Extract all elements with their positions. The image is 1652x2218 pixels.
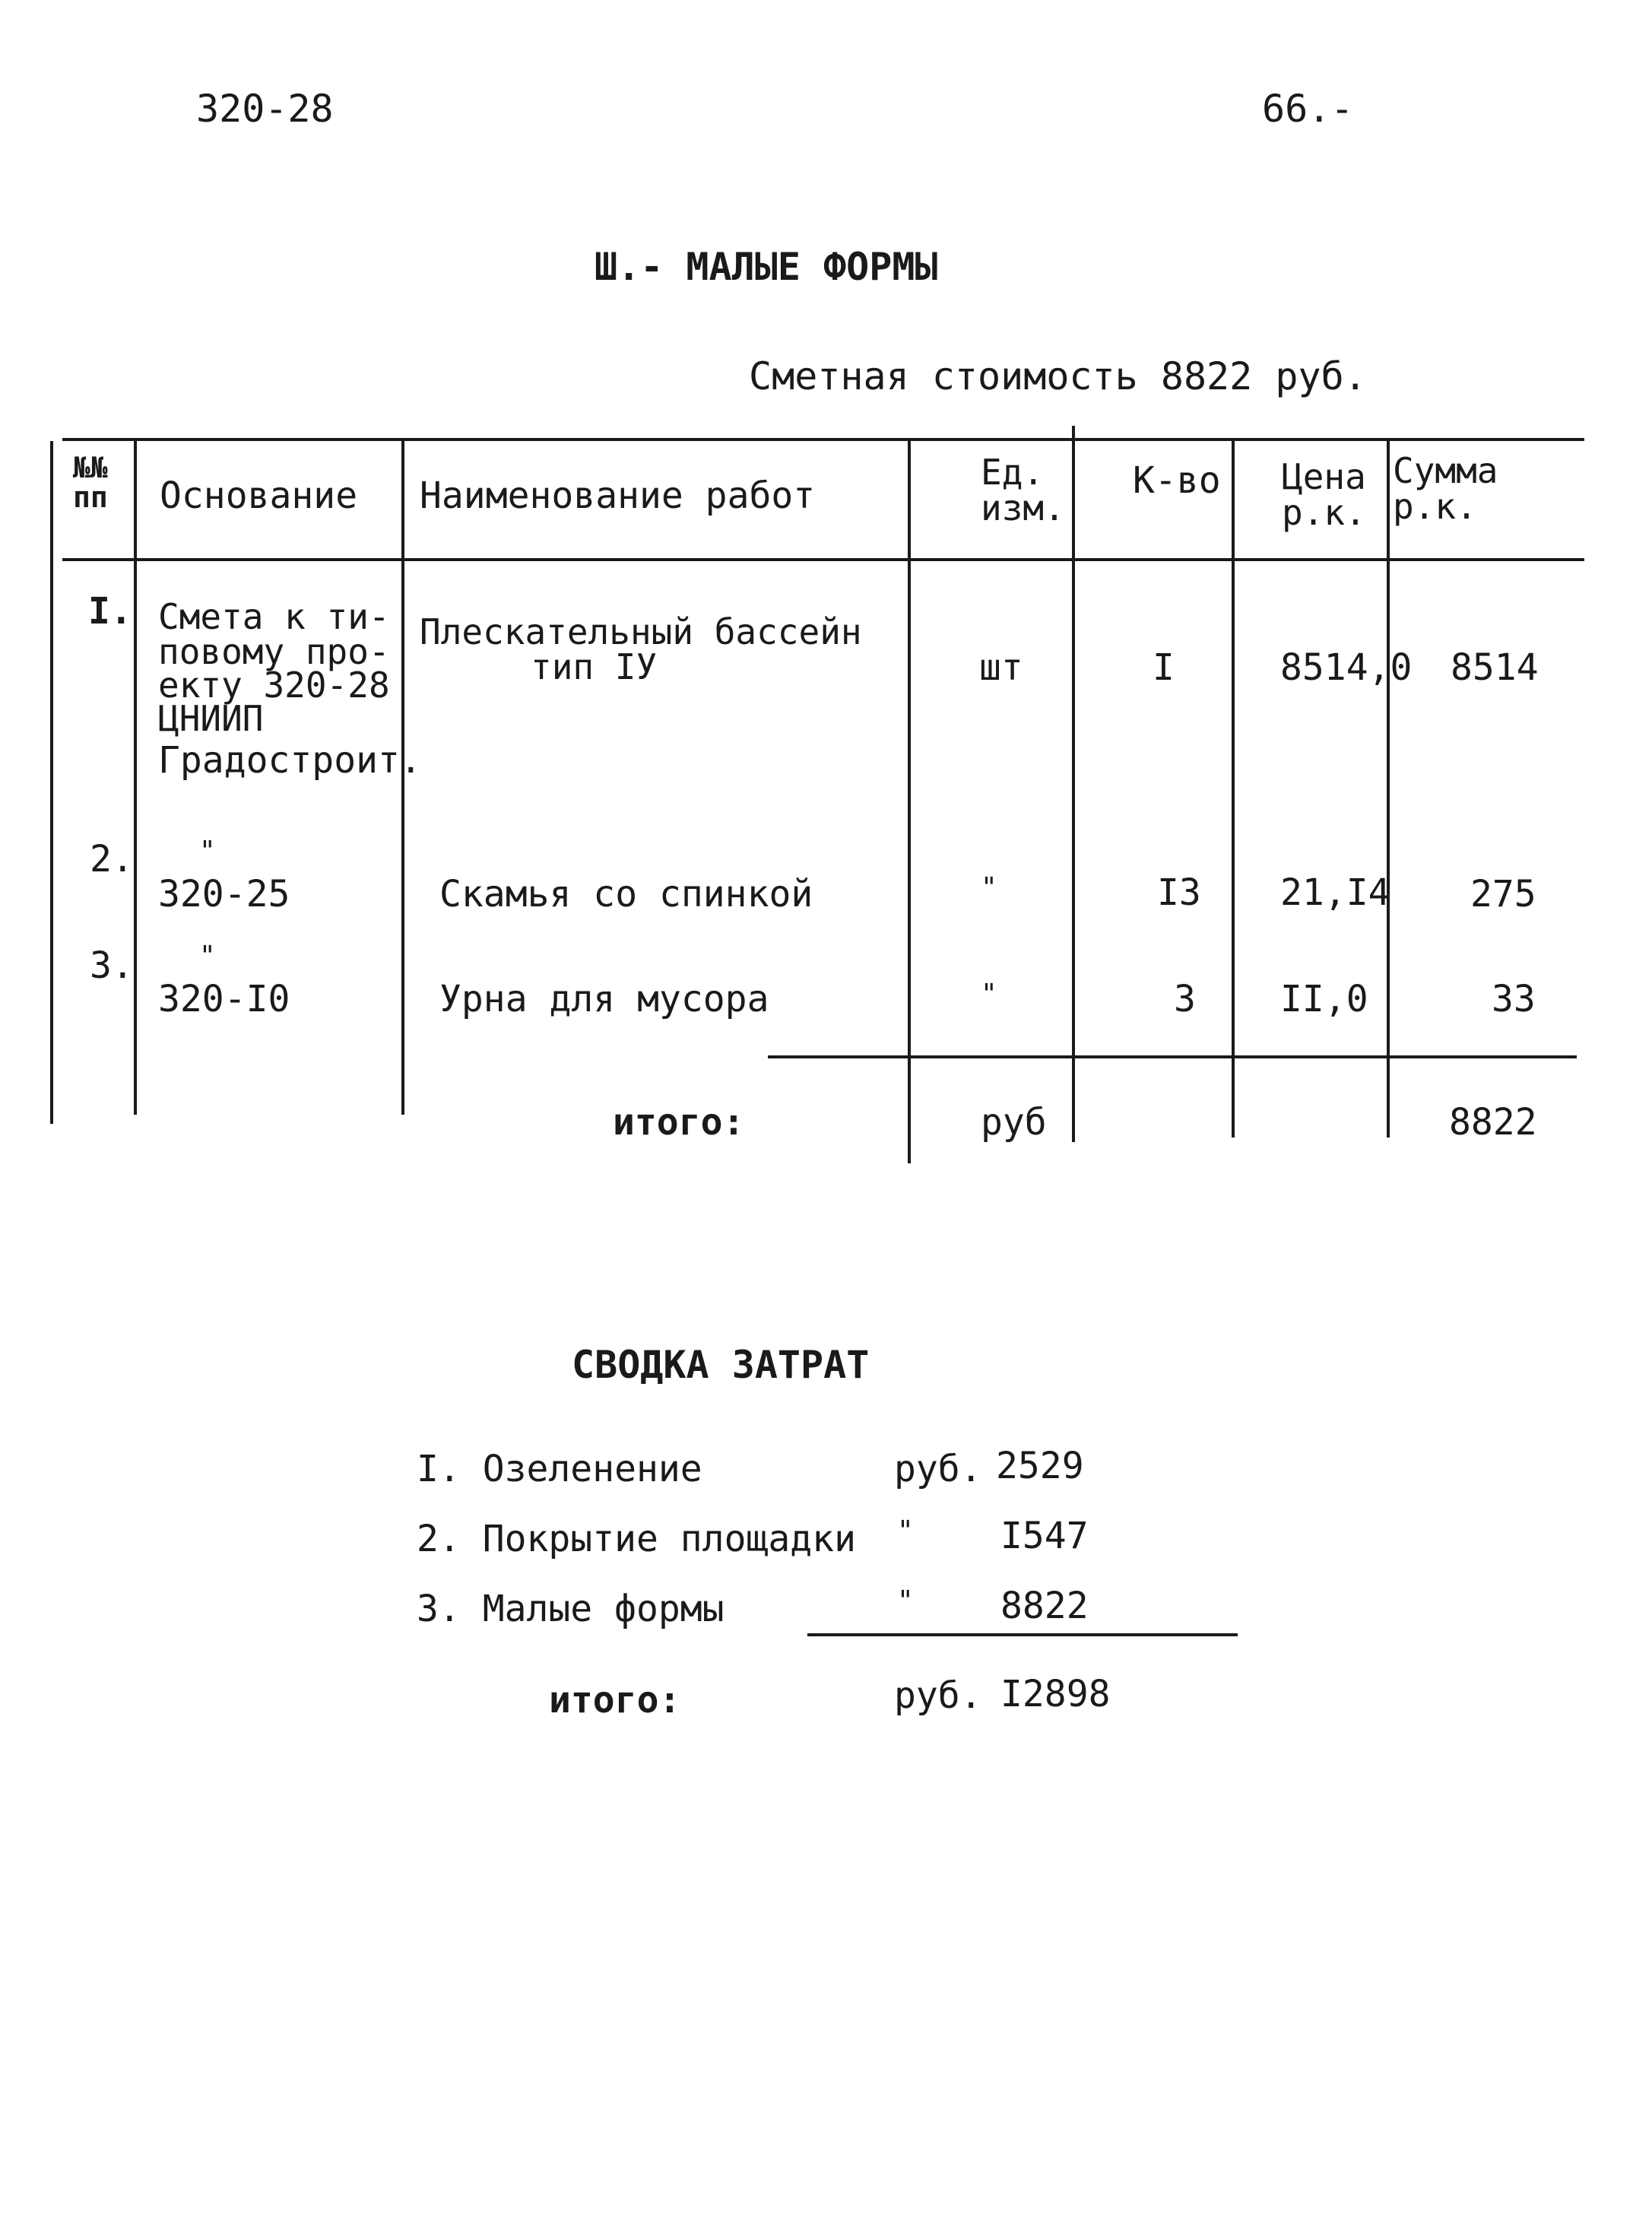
row-3-quantity: 3 <box>1174 978 1196 1020</box>
summary-item-3-label: 3. Малые формы <box>417 1588 725 1630</box>
row-3-number: 3. <box>90 944 134 987</box>
summary-item-2-value: I547 <box>1000 1515 1089 1557</box>
row-1-work-name-line-1: Плескательный бассейн <box>420 611 862 652</box>
summary-item-1-value: 2529 <box>996 1445 1084 1487</box>
table-top-rule <box>62 438 1584 441</box>
table-total-label: итого: <box>613 1101 745 1144</box>
row-3-price: II,0 <box>1280 978 1368 1020</box>
estimate-cost-line: Сметная стоимость 8822 руб. <box>749 354 1367 398</box>
page-number: 66.- <box>1262 87 1354 131</box>
summary-item-1-unit: руб. <box>894 1448 982 1490</box>
row-2-work-name: Скамья со спинкой <box>439 873 813 915</box>
summary-total-rule <box>807 1633 1238 1636</box>
row-1-quantity: I <box>1153 646 1175 689</box>
table-total-rule <box>768 1055 1577 1058</box>
row-1-basis-line-1: Смета к ти- <box>158 596 390 637</box>
row-1-basis-line-2: повому про- <box>158 631 390 672</box>
col-divider-5 <box>1232 441 1235 1138</box>
row-2-price: 21,I4 <box>1280 871 1390 914</box>
row-1-basis-line-4: ЦНИИП <box>158 698 264 739</box>
summary-total-unit: руб. <box>894 1674 982 1717</box>
summary-total-value: I2898 <box>1000 1673 1111 1715</box>
col-divider-3 <box>908 441 911 1163</box>
row-2-quantity: I3 <box>1157 871 1201 914</box>
table-total-sum: 8822 <box>1449 1101 1537 1144</box>
row-2-ditto-mark: " <box>199 836 216 867</box>
col-divider-6 <box>1387 441 1390 1138</box>
document-code: 320-28 <box>196 87 334 131</box>
col-divider-1 <box>134 441 137 1115</box>
row-2-number: 2. <box>90 838 134 881</box>
row-1-sum: 8514 <box>1451 646 1539 689</box>
header-unit: Ед. изм. <box>981 452 1065 528</box>
row-3-unit: " <box>981 979 997 1010</box>
row-1-unit: шт <box>979 646 1023 689</box>
header-basis: Основание <box>160 474 358 517</box>
row-1-price: 8514,0 <box>1280 646 1413 689</box>
header-price: Цена р.к. <box>1282 456 1366 533</box>
header-quantity: К-во <box>1133 459 1221 502</box>
table-left-border <box>50 441 53 1124</box>
summary-total-label: итого: <box>549 1679 681 1721</box>
row-2-basis: 320-25 <box>158 873 290 915</box>
header-work-name: Наименование работ <box>420 474 816 517</box>
summary-item-3-unit: " <box>897 1585 914 1617</box>
row-3-work-name: Урна для мусора <box>439 978 769 1020</box>
table-header-rule <box>62 558 1584 561</box>
row-2-sum: 275 <box>1470 873 1536 915</box>
summary-item-1-label: I. Озеленение <box>417 1448 702 1490</box>
row-1-number: I. <box>88 590 132 633</box>
row-3-sum: 33 <box>1492 978 1536 1020</box>
table-total-unit: руб <box>981 1101 1047 1144</box>
header-sum: Сумма р.к. <box>1393 450 1498 527</box>
row-3-basis: 320-I0 <box>158 978 290 1020</box>
col-divider-4 <box>1072 426 1075 1142</box>
row-1-basis-line-3: екту 320-28 <box>158 665 390 706</box>
row-1-work-name-line-2: тип IУ <box>531 646 658 687</box>
summary-title: СВОДКА ЗАТРАТ <box>572 1343 870 1387</box>
summary-item-2-label: 2. Покрытие площадки <box>417 1518 856 1560</box>
row-1-basis-line-5: Градостроит. <box>158 739 422 782</box>
summary-item-2-unit: " <box>897 1515 914 1547</box>
row-3-ditto-mark: " <box>199 941 216 972</box>
section-title: Ш.- МАЛЫЕ ФОРМЫ <box>595 245 938 289</box>
row-2-unit: " <box>981 872 997 903</box>
summary-item-3-value: 8822 <box>1000 1585 1089 1627</box>
header-number: №№ пп <box>73 451 108 514</box>
